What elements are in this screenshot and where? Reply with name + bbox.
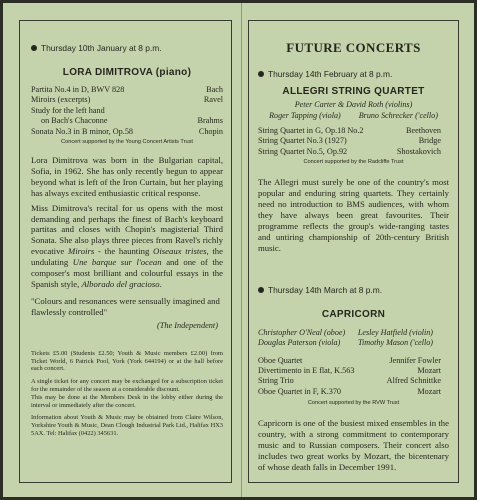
event-date: Thursday 10th January at 8 p.m. [31, 43, 223, 54]
programme-list [258, 126, 449, 157]
programme-item: Divertimento in E flat, K.563 Mozart [258, 365, 441, 375]
future-concerts-heading: FUTURE CONCERTS [286, 40, 421, 55]
players-line: Roger Tapping (viola) Bruno Schrecker ('cello) [269, 110, 438, 120]
concert-description: Capricorn is one of the busiest mixed ensembles in the country, with a strong commitment to contemporary music and to Russian composers. Their concert also includes two great works by Mozart, the bicentenary of whose death falls in December 1991. [258, 418, 449, 472]
concert-description: The Allegri must surely be one of the country's most popular and enduring string quartets. They certainly need no introduction to BMS audiences, with whom they have always been great favourites. Their programme reflects the group's wide-ranging tastes and untiring championship of 20th-century British music. [258, 177, 449, 253]
subscription-info: A single ticket for any concert may be exchanged for a subscription ticket for the remainder of the season at a considerable discount. [31, 378, 223, 393]
event-date: Thursday 14th March at 8 p.m. [258, 285, 449, 296]
concert-title: ALLEGRI STRING QUARTET [282, 86, 425, 97]
programme-item: Sonata No.3 in B minor, Op.58 Chopin [31, 126, 223, 136]
programme-item: Study for the left hand [31, 105, 105, 115]
event-date: Thursday 14th February at 8 p.m. [258, 69, 449, 80]
programme-list [31, 85, 223, 137]
programme-item: String Quartet No.3 (1927) Bridge [258, 136, 441, 146]
bullet-icon [258, 287, 264, 293]
ticket-info: Tickets £5.00 (Students £2.50; Youth & Music members £2.00) from Ticket World, 6 Patrick Pool, York (York 644194) or at the hall before each concert. [31, 349, 223, 373]
players-line: Christopher O'Neal (oboe) Lesley Hatfield (violin) [258, 327, 433, 337]
left-panel [19, 20, 232, 483]
bullet-icon [31, 45, 37, 51]
quote-source: (The Independent) [156, 320, 218, 330]
bullet-icon [258, 71, 264, 77]
players-line: Peter Carter & David Roth (violins) [294, 100, 413, 109]
artist-bio: Lora Dimitrova was born in the Bulgarian capital, Sofia, in 1962. She has only recently begun to appear beyond what is left of the Iron Curtain, but her playing has always excited enthusiastic critical response. [31, 155, 223, 198]
programme-list [258, 356, 449, 398]
recital-description: Miss Dimitrova's recital for us opens with the most demanding and perhaps the finest of Bach's keyboard partitas and closes with Chopin's magisterial Third Sonata. She also plays three pieces from Ravel's richly evocative Miroirs - the haunting Oiseaux tristes, the undulating Une barque sur l'ocean and one of the composer's most brilliant and colourful essays in the Spanish style, Alborado del gracioso. [31, 202, 223, 289]
programme-item: Oboe Quartet Jennifer Fowler [258, 355, 441, 365]
programme-item: Miroirs (excerpts) Ravel [31, 95, 223, 105]
programme-item: String Quartet in G, Op.18 No.2 Beethoven [258, 126, 441, 135]
support-note: Concert supported by the Radcliffe Trust [303, 159, 404, 166]
programme-item: String Quartet No.5, Op.92 Shostakovich [258, 146, 441, 156]
right-panel [248, 20, 459, 483]
concert-title: LORA DIMITROVA (piano) [62, 67, 192, 78]
players-line: Douglas Paterson (viola) Timothy Mason ('cello) [258, 338, 433, 348]
programme-item: Oboe Quartet in F, K.370 Mozart [258, 386, 441, 396]
concert-title: CAPRICORN [321, 308, 386, 320]
programme-item: Partita No.4 in D, BWV 828 Bach [31, 85, 223, 94]
support-note: Concert supported by the RVW Trust [307, 400, 400, 407]
programme-item: on Bach's Chaconne Brahms [41, 116, 223, 126]
members-desk-info: This may be done at the Members Desk in the lobby either during the interval or immediately after the concert. [31, 393, 223, 409]
youth-music-info: Information about Youth & Music may be obtained from Claire Wilson, Yorkshire Youth & Music, Dean Clough Industrial Park Ltd., Halifax HX3 5AX. Tel: Halifax (0422) 345631. [31, 414, 223, 437]
programme-item: String Trio Alfred Schnittke [258, 376, 441, 386]
support-note: Concert supported by the Young Concert Artists Trust [61, 139, 193, 146]
fold-line [241, 3, 242, 497]
programme-leaflet [3, 3, 474, 497]
press-quote: "Colours and resonances were sensually imagined and flawlessly controlled" [31, 295, 220, 317]
